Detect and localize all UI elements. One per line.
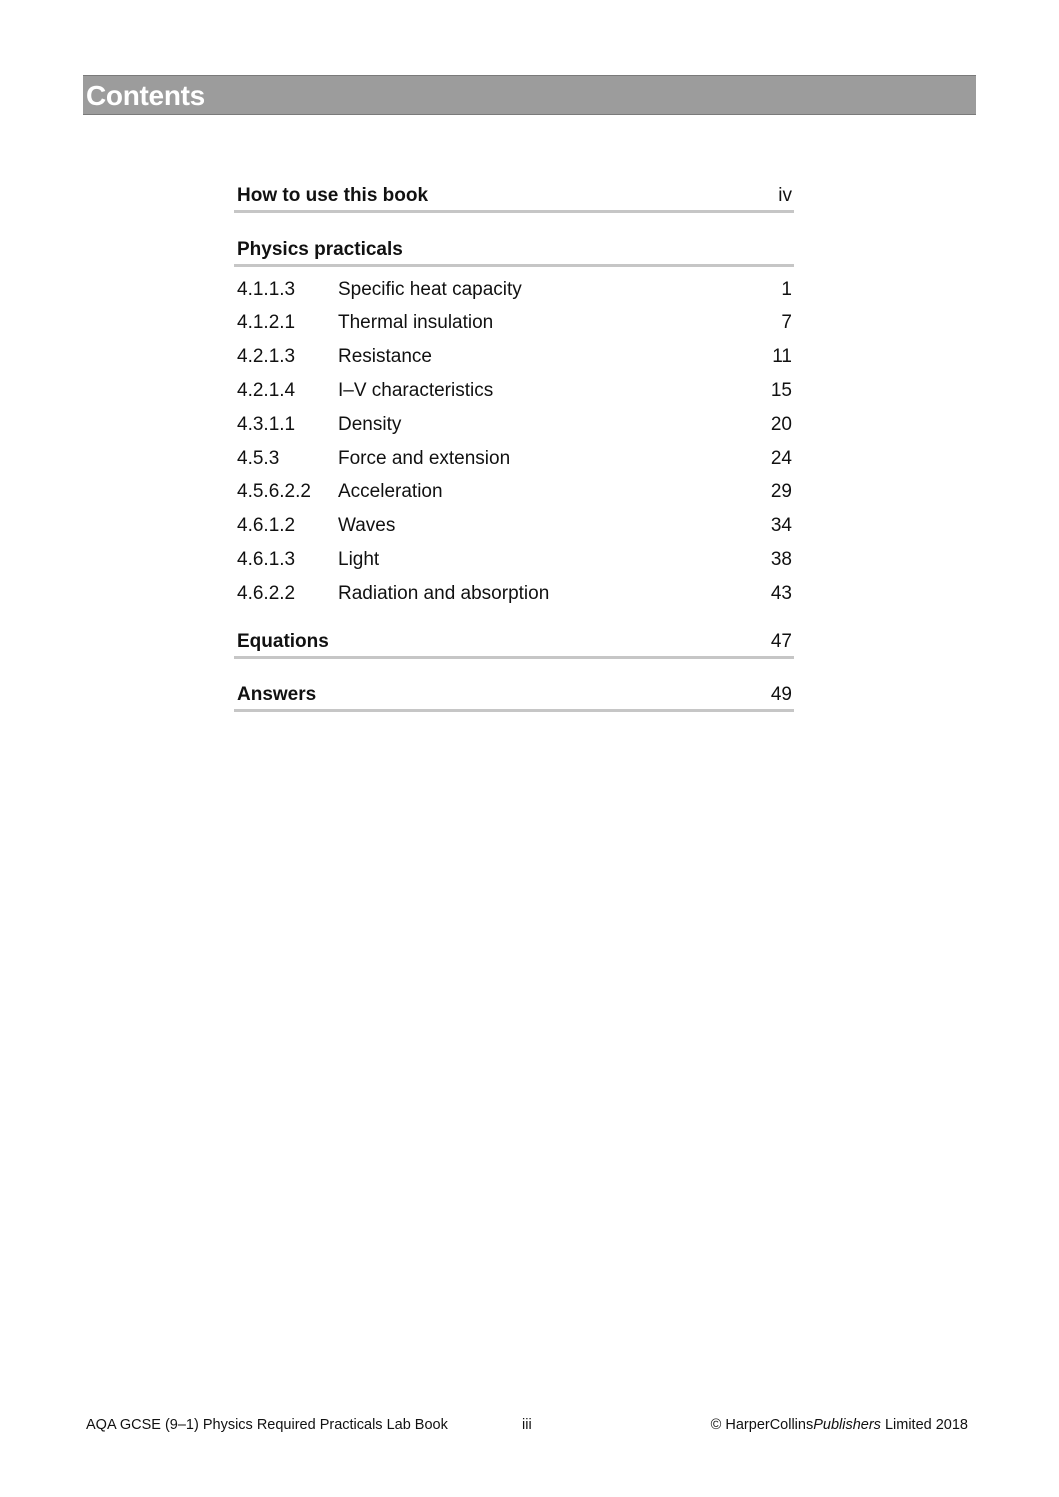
toc-entry[interactable] [234,278,794,302]
toc-entry-page: 15 [770,380,792,401]
toc-section-title: Equations [237,631,329,652]
toc-entry[interactable] [234,548,794,572]
toc-section-equations[interactable] [234,629,794,659]
toc-entry-code: 4.6.1.2 [237,515,296,536]
toc-entry-code: 4.3.1.1 [237,414,296,435]
toc-entry-title: Resistance [338,346,432,367]
toc-entry-code: 4.5.6.2.2 [237,481,311,502]
footer-page-number: iii [522,1417,532,1433]
toc-entry-code: 4.1.2.1 [237,312,296,333]
toc-entry-page: 7 [781,312,792,333]
toc-entry[interactable] [234,345,794,369]
page-title: Contents [86,80,205,111]
toc-entry-page: 38 [770,549,792,570]
toc-section-answers[interactable] [234,682,794,712]
footer-copyright-prefix: © HarperCollins [710,1417,814,1433]
footer-copyright-suffix: Limited 2018 [880,1417,968,1433]
toc-section-page: 49 [770,684,792,705]
toc-entry-title: Waves [338,515,396,536]
toc-entry-title: Force and extension [338,448,511,469]
toc-entry-page: 34 [770,515,792,536]
toc-section-page: 47 [770,631,792,652]
footer-book-title: AQA GCSE (9–1) Physics Required Practicals Lab Book [86,1417,448,1433]
toc-entry-code: 4.5.3 [237,448,280,469]
toc-entry[interactable] [234,480,794,504]
toc-entry-page: 11 [772,346,792,367]
footer-copyright-publishers: Publishers [813,1417,881,1433]
toc-entry-title: Radiation and absorption [338,583,550,604]
toc-entry-page: 43 [770,583,792,604]
toc-entry[interactable] [234,447,794,471]
toc-section-title: How to use this book [237,185,429,206]
toc-entry-page: 1 [781,279,792,300]
toc-entry[interactable] [234,413,794,437]
toc-section-page: iv [778,185,792,206]
toc-entry[interactable] [234,311,794,335]
toc-section-title: Answers [237,684,317,705]
toc-entry[interactable] [234,379,794,403]
toc-entry-page: 24 [770,448,792,469]
toc-entry-code: 4.1.1.3 [237,279,296,300]
toc-entry-title: Density [338,414,402,435]
toc-entry-title: Light [338,549,380,570]
toc-section-title: Physics practicals [237,239,403,260]
toc-entry-title: Thermal insulation [338,312,494,333]
toc-entry-title: Specific heat capacity [338,279,522,300]
toc-entry-title: I–V characteristics [338,380,494,401]
toc-entry-code: 4.2.1.3 [237,346,296,367]
toc-entry-page: 20 [770,414,792,435]
toc-entry-code: 4.2.1.4 [237,380,296,401]
toc-entry[interactable] [234,582,794,606]
toc-section-practicals [234,237,794,267]
toc-entry-title: Acceleration [338,481,443,502]
toc-entry-code: 4.6.1.3 [237,549,296,570]
contents-header-bar [83,75,976,115]
toc-entry[interactable] [234,514,794,538]
toc-entry-code: 4.6.2.2 [237,583,296,604]
toc-entry-page: 29 [770,481,792,502]
toc-section-how-to-use[interactable] [234,183,794,213]
footer-copyright [711,1416,968,1434]
